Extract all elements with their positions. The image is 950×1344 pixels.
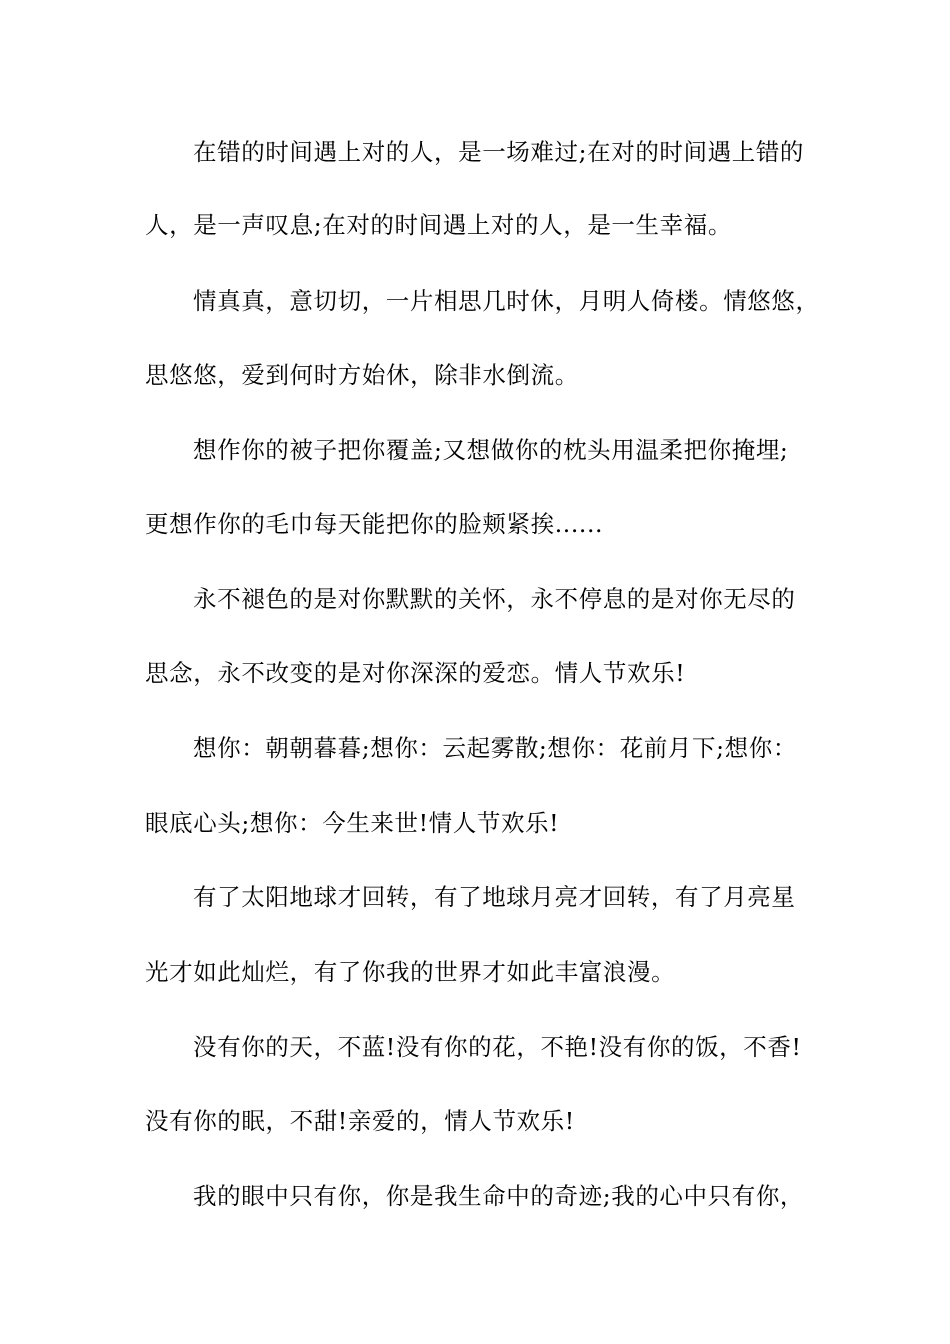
paragraph-7-line-1: 没有你的天，不蓝!没有你的花，不艳!没有你的饭，不香!	[193, 1033, 802, 1061]
paragraph-4-line-2: 思念，永不改变的是对你深深的爱恋。情人节欢乐!	[145, 659, 686, 687]
paragraph-6-line-2: 光才如此灿烂，有了你我的世界才如此丰富浪漫。	[145, 958, 676, 986]
paragraph-5-line-1: 想你：朝朝暮暮;想你：云起雾散;想你：花前月下;想你：	[193, 734, 797, 762]
paragraph-3-line-2: 更想作你的毛巾每天能把你的脸颊紧挨......	[145, 510, 604, 538]
paragraph-3-line-1: 想作你的被子把你覆盖;又想做你的枕头用温柔把你掩埋;	[193, 436, 789, 464]
paragraph-8-line-1: 我的眼中只有你，你是我生命中的奇迹;我的心中只有你，	[193, 1182, 805, 1210]
paragraph-5-line-2: 眼底心头;想你：今生来世!情人节欢乐!	[145, 809, 560, 837]
paragraph-4-line-1: 永不褪色的是对你默默的关怀，永不停息的是对你无尽的	[193, 585, 796, 613]
paragraph-2-line-2: 思悠悠，爱到何时方始休，除非水倒流。	[145, 361, 579, 389]
paragraph-1-line-1: 在错的时间遇上对的人，是一场难过;在对的时间遇上错的	[193, 138, 805, 166]
paragraph-2-line-1: 情真真，意切切，一片相思几时休，月明人倚楼。情悠悠，	[193, 287, 820, 315]
paragraph-6-line-1: 有了太阳地球才回转，有了地球月亮才回转，有了月亮星	[193, 883, 796, 911]
paragraph-1-line-2: 人，是一声叹息;在对的时间遇上对的人，是一生幸福。	[145, 211, 732, 239]
paragraph-7-line-2: 没有你的眠，不甜!亲爱的，情人节欢乐!	[145, 1107, 575, 1135]
